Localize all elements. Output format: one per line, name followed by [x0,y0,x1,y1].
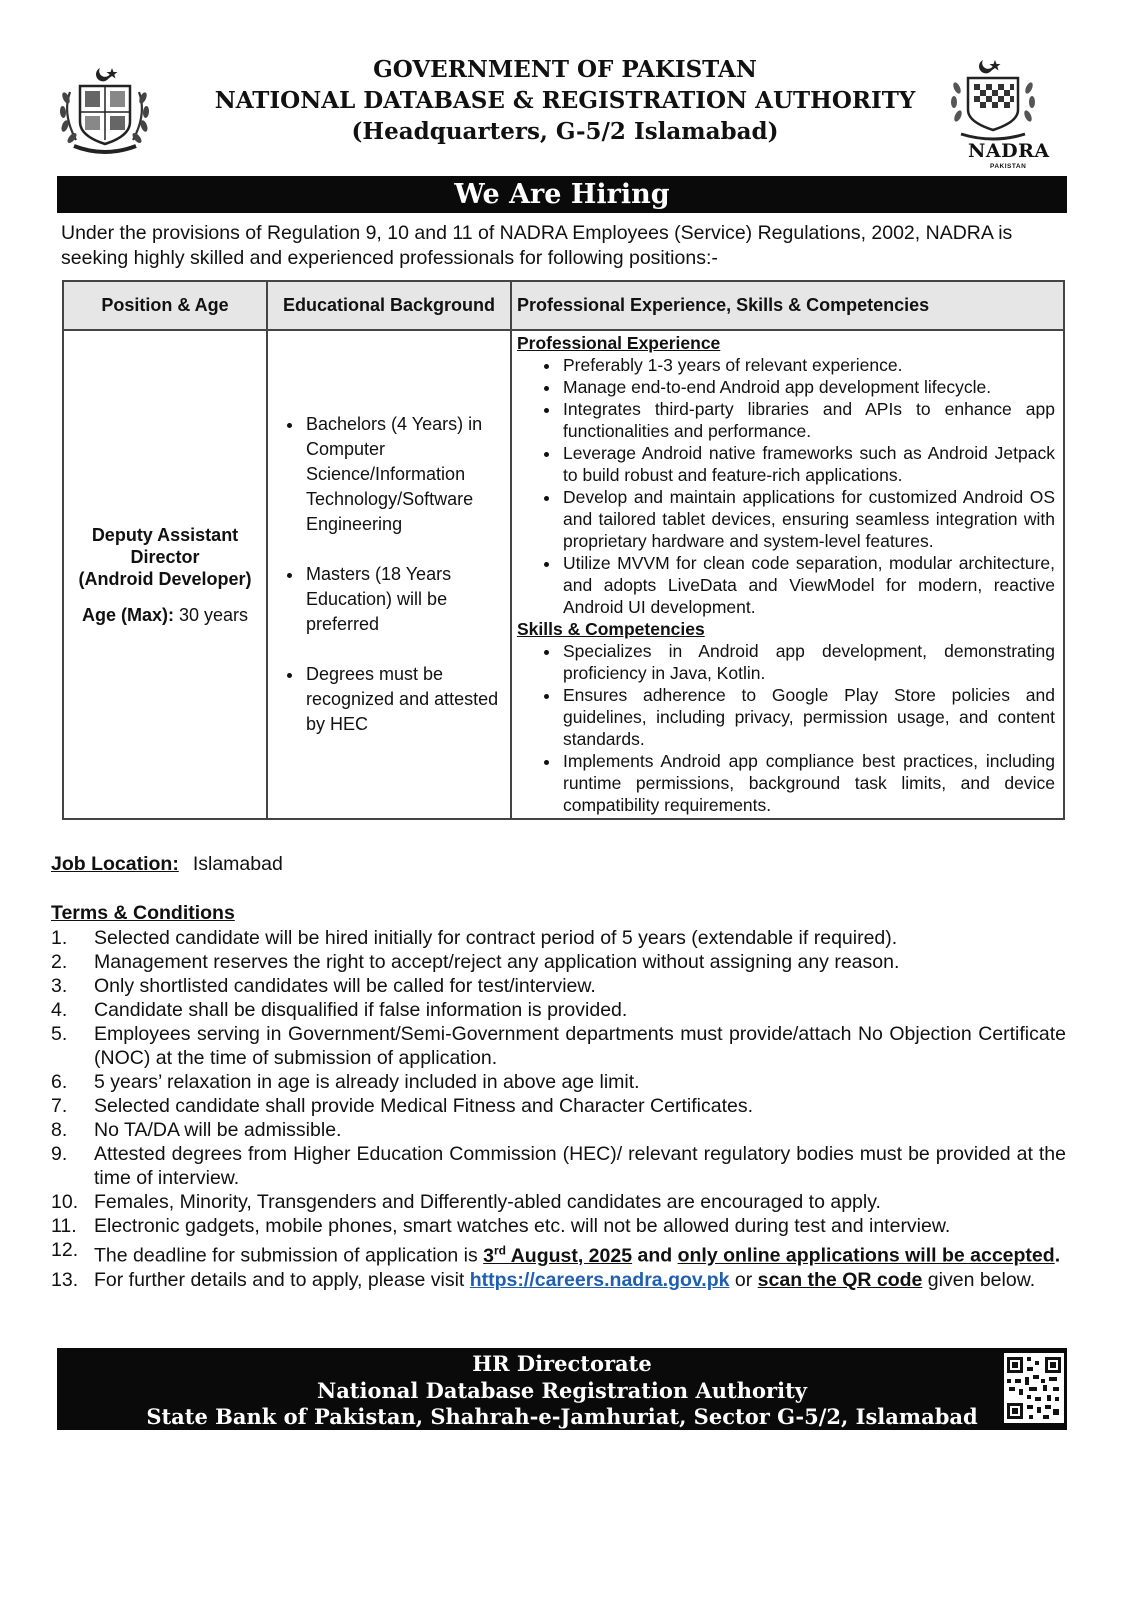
header-experience: Professional Experience, Skills & Competencies [511,281,1064,330]
age-limit [65,604,265,626]
skills-item: • Implements Android app compliance best practices, including runtime permissions, background task limits, and device compatibility requirements. [561,750,1055,816]
experience-item: • Develop and maintain applications for customized Android OS and tailored tablet devices, ensuring seamless integration with proprietary hardware and system-level features. [561,486,1055,552]
table-row [63,330,1064,819]
position-title-line1: Deputy Assistant [91,524,239,545]
intro-paragraph: Under the provisions of Regulation 9, 10 and 11 of NADRA Employees (Service) Regulations, 2002, NADRA is seeking highly skilled and experienced professionals for following positions:- [61,222,1013,269]
header-government: GOVERNMENT OF PAKISTAN [373,56,757,83]
experience-item: • Utilize MVVM for clean code separation, modular architecture, and adopts LiveData and ViewModel for modern, reactive Android UI development. [561,552,1055,618]
education-cell [267,330,511,819]
header-education: Educational Background [267,281,511,330]
online-only-notice: only online applications will be accepted [677,1244,1055,1267]
job-location-value: Islamabad [192,853,283,875]
terms-item-deadline: 12. The deadline for submission of application is 3rd August, 2025 and only online applications will be accepted. [51,1239,1061,1267]
nadra-logo-subtext: PAKISTAN [990,163,1027,170]
position-title-line2: Director [130,546,200,567]
terms-item: 5. Employees serving in Government/Semi-Government departments must provide/attach No Objection Certificate (NOC) at the time of submission of application. [51,1023,1066,1069]
education-item: • Degrees must be recognized and attested by HEC [304,662,510,737]
footer-address: State Bank of Pakistan, Shahrah-e-Jamhuriat, Sector G-5/2, Islamabad [146,1404,978,1429]
skills-section-title: Skills & Competencies [517,619,705,639]
scan-qr-text: scan the QR code [757,1268,923,1291]
terms-item: 1. Selected candidate will be hired initially for contract period of 5 years (extendable if required). [51,927,898,949]
header-headquarters: (Headquarters, G-5/2 Islamabad) [351,118,779,145]
terms-item: 4. Candidate shall be disqualified if false information is provided. [51,999,628,1021]
terms-item: 10. Females, Minority, Transgenders and Differently-abled candidates are encouraged to apply. [51,1191,881,1213]
footer-directorate: HR Directorate [472,1351,652,1376]
careers-link[interactable]: https://careers.nadra.gov.pk [469,1268,730,1291]
terms-list [51,926,1066,1292]
nadra-logo-text: NADRA [968,140,1050,162]
age-label: Age (Max): [81,604,174,625]
hiring-banner: We Are Hiring [57,176,1067,213]
experience-item: • Leverage Android native frameworks such as Android Jetpack to build robust and feature-rich applications. [561,442,1055,486]
terms-item: 3. Only shortlisted candidates will be called for test/interview. [51,975,596,997]
job-location-label: Job Location: [51,853,179,875]
qr-code-icon[interactable] [1004,1353,1064,1423]
age-value: 30 years [178,604,249,625]
terms-item: 2. Management reserves the right to accept/reject any application without assigning any reason. [51,951,900,973]
job-location [51,853,283,876]
experience-item: • Preferably 1-3 years of relevant experience. [561,354,1055,376]
terms-title: Terms & Conditions [51,902,235,924]
terms-item: 6. 5 years’ relaxation in age is already included in above age limit. [51,1071,640,1093]
skills-item: • Ensures adherence to Google Play Store policies and guidelines, including privacy, permission usage, and content standards. [561,684,1055,750]
terms-item: 7. Selected candidate shall provide Medical Fitness and Character Certificates. [51,1095,754,1117]
skills-item: • Specializes in Android app development, demonstrating proficiency in Java, Kotlin. [561,640,1055,684]
deadline-date: 3rd August, 2025 [483,1243,633,1267]
experience-item: • Manage end-to-end Android app development lifecycle. [561,376,1055,398]
terms-item: 9. Attested degrees from Higher Education Commission (HEC)/ relevant regulatory bodies must be provided at the time of interview. [51,1143,1066,1189]
education-item: • Bachelors (4 Years) in Computer Science/Information Technology/Software Engineering [304,412,510,537]
header-authority: NATIONAL DATABASE & REGISTRATION AUTHORITY [214,87,916,114]
terms-item: 8. No TA/DA will be admissible. [51,1119,342,1141]
terms-item-apply: 13. For further details and to apply, please visit https://careers.nadra.gov.pk or scan the QR code given below. [51,1268,1036,1291]
footer-authority: National Database Registration Authority [317,1378,807,1403]
experience-item: • Integrates third-party libraries and APIs to enhance app functionalities and performance. [561,398,1055,442]
footer-banner [57,1348,1067,1430]
terms-item: 11. Electronic gadgets, mobile phones, smart watches etc. will not be allowed during test and interview. [51,1215,951,1237]
education-item: • Masters (18 Years Education) will be preferred [304,562,510,637]
positions-table [62,280,1065,820]
experience-section-title: Professional Experience [517,333,721,353]
table-header-row [63,281,1064,330]
position-title-line3: (Android Developer) [78,568,252,589]
header-position-age: Position & Age [63,281,267,330]
experience-cell [511,330,1064,819]
position-cell [63,330,267,819]
